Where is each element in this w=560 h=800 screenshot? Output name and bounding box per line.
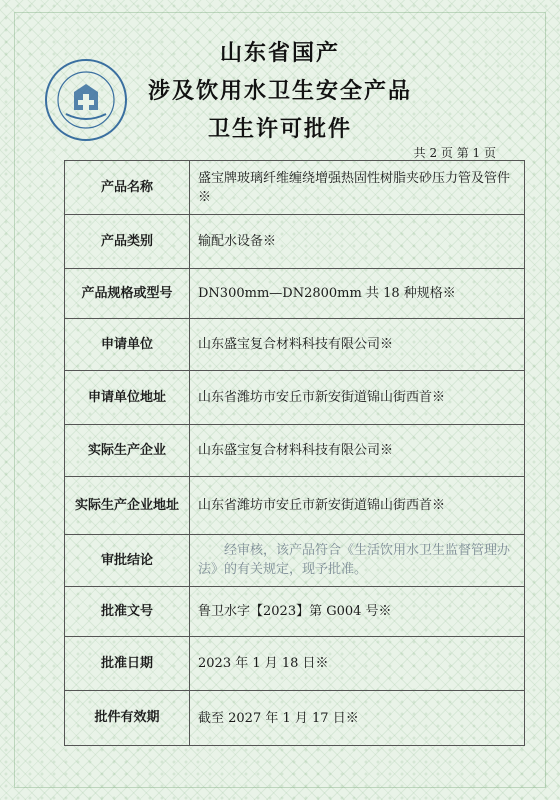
- table-row: [65, 371, 524, 425]
- title-product-type: 涉及饮用水卫生安全产品: [147, 78, 412, 104]
- license-table: [64, 160, 525, 746]
- table-row: [65, 477, 524, 535]
- product-category-value: 输配水设备※: [198, 234, 277, 249]
- row-label: 申请单位地址: [65, 371, 190, 424]
- manufacturer-value: 山东盛宝复合材料科技有限公司※: [198, 443, 394, 458]
- table-row: [65, 161, 524, 215]
- table-row: [65, 319, 524, 371]
- validity-value: 截至 2027 年 1 月 17 日※: [198, 710, 359, 726]
- row-label: 申请单位: [65, 319, 190, 370]
- row-label: 产品名称: [65, 161, 190, 214]
- approval-conclusion-text: 经审核，该产品符合《生活饮用水卫生监督管理办法》的有关规定，现予批准。: [198, 543, 511, 577]
- row-label: 批件有效期: [65, 691, 190, 745]
- title-document: 卫生许可批件: [207, 116, 352, 142]
- applicant-value: 山东盛宝复合材料科技有限公司※: [198, 337, 394, 352]
- table-row: [65, 691, 524, 745]
- row-label: 实际生产企业: [65, 425, 190, 476]
- row-label: 批准文号: [65, 587, 190, 636]
- row-label: 批准日期: [65, 637, 190, 690]
- table-row: [65, 269, 524, 319]
- table-row: [65, 587, 524, 637]
- product-name-value: 盛宝牌玻璃纤维缠绕增强热固性树脂夹砂压力管及管件※: [198, 170, 511, 205]
- table-row: [65, 425, 524, 477]
- row-label: 产品类别: [65, 215, 190, 268]
- manufacturer-address-value: 山东省潍坊市安丘市新安街道锦山街西首※: [198, 498, 446, 513]
- approval-conclusion-value: [190, 535, 524, 586]
- title-province: 山东省国产: [219, 40, 340, 66]
- row-label: 实际生产企业地址: [65, 477, 190, 534]
- table-row: [65, 637, 524, 691]
- table-row: [65, 535, 524, 587]
- page-info: 共 2 页 第 1 页: [413, 146, 496, 160]
- row-label: 审批结论: [65, 535, 190, 586]
- approval-date-value: 2023 年 1 月 18 日※: [198, 656, 329, 671]
- applicant-address-value: 山东省潍坊市安丘市新安街道锦山街西首※: [198, 390, 446, 405]
- table-row: [65, 215, 524, 269]
- approval-number-value: 鲁卫水字【2023】第 G004 号※: [198, 604, 392, 619]
- row-label: 产品规格或型号: [65, 269, 190, 318]
- product-spec-value: DN300mm—DN2800mm 共 18 种规格※: [198, 286, 456, 301]
